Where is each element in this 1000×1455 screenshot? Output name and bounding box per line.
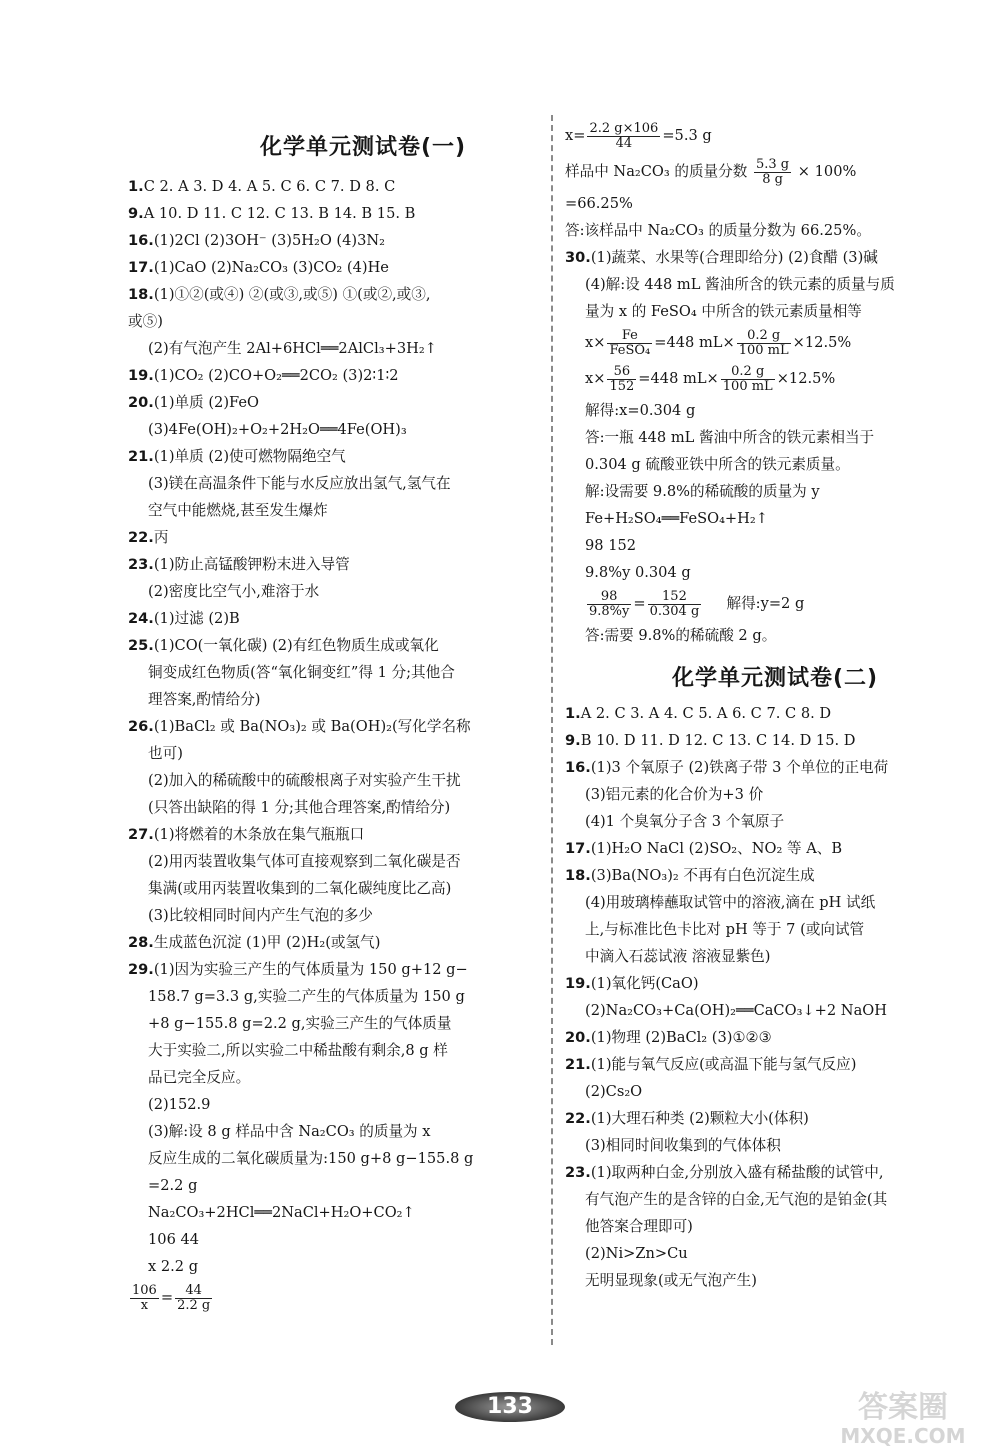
answer-line: 答:需要 9.8%的稀硫酸 2 g。 <box>585 627 777 644</box>
answer-line <box>565 532 985 559</box>
fraction-56-152 <box>607 365 636 394</box>
fraction-98 <box>587 590 631 619</box>
answer-line <box>565 1159 985 1186</box>
frac-num: Fe <box>607 329 652 344</box>
left-fraction-eq: $\frac{106}{x}$ = $\frac{44}{2.2 g}$ <box>132 1282 211 1313</box>
answer-text: (1)2Cl (2)3OH⁻ (3)5H₂O (4)3N₂ <box>153 232 385 249</box>
mass-frac-post: × 100% <box>797 163 857 180</box>
watermark-text-2: MXQE.COM <box>840 1424 966 1448</box>
answer-line <box>128 227 538 254</box>
answer-line <box>565 1078 985 1105</box>
answer-line <box>128 659 538 686</box>
frac-den: x <box>140 1297 149 1313</box>
answer-line <box>128 1172 538 1199</box>
answer-text: (2)密度比空气小,难溶于水 <box>148 583 320 600</box>
answer-text: 或⑤) <box>128 313 163 330</box>
frac-num: 2.2 g×106 <box>589 120 659 136</box>
answer-line <box>565 835 985 862</box>
question-number: 23. <box>565 1164 591 1181</box>
question-number: 21. <box>128 448 154 465</box>
left-answer-lines <box>128 173 538 1280</box>
question-number: 28. <box>128 934 154 951</box>
answer-text: (1)H₂O NaCl (2)SO₂、NO₂ 等 A、B <box>590 840 843 857</box>
eq-pre: x× <box>585 334 606 351</box>
mass-frac-label: 样品中 Na₂CO₃ 的质量分数 <box>565 163 748 180</box>
section-title-1: 化学单元测试卷(一) <box>259 135 467 160</box>
answer-line <box>128 875 538 902</box>
answer-line <box>128 1010 538 1037</box>
frac-den: 152 <box>609 378 635 394</box>
answer-text: (1)CaO (2)Na₂CO₃ (3)CO₂ (4)He <box>153 259 389 276</box>
fraction-152 <box>648 590 702 619</box>
left-column <box>128 120 538 1316</box>
question-number: 25. <box>128 637 154 654</box>
answer-line <box>565 505 985 532</box>
answer-text: (1)过滤 (2)B <box>153 610 240 627</box>
answer-text: 上,与标准比色卡比对 pH 等于 7 (或向试管 <box>585 921 865 938</box>
fraction-106-x <box>130 1284 159 1313</box>
frac-den: 100 mL <box>738 342 789 358</box>
question-number: 20. <box>128 394 154 411</box>
answer-text: 空气中能燃烧,甚至发生爆炸 <box>148 502 328 519</box>
answer-line <box>128 389 538 416</box>
answer-text: (1)物理 (2)BaCl₂ (3)①②③ <box>590 1029 772 1046</box>
answer-line <box>128 821 538 848</box>
answer-text: 集满(或用丙装置收集到的二氧化碳纯度比乙高) <box>148 880 452 897</box>
fraction-conc <box>737 329 791 358</box>
answer-text: (2)Cs₂O <box>585 1083 643 1100</box>
answer-line <box>128 1064 538 1091</box>
answer-line <box>565 451 985 478</box>
fraction-mass <box>754 158 791 187</box>
watermark-text-1: 答案圈 <box>858 1390 948 1425</box>
right-answer-lines-a <box>565 190 985 325</box>
question-number: 30. <box>565 249 591 266</box>
answer-line <box>565 943 985 970</box>
question-number: 16. <box>565 759 591 776</box>
answer-line <box>128 848 538 875</box>
answer-text: (1)3 个氧原子 (2)铁离子带 3 个单位的正电荷 <box>590 759 889 776</box>
answer-line <box>128 524 538 551</box>
answer-text: (1)单质 (2)FeO <box>153 394 259 411</box>
eq-pre: x× <box>585 370 606 387</box>
answer-line <box>128 956 538 983</box>
answer-text: 铜变成红色物质(答“氧化铜变红”得 1 分;其他合 <box>148 664 455 681</box>
question-number: 17. <box>128 259 154 276</box>
fe-equation-1 <box>565 325 985 361</box>
answer-line <box>128 794 538 821</box>
answer-text: 大于实验二,所以实验二中稀盐酸有剩余,8 g 样 <box>148 1042 448 1059</box>
answer-text: (1)CO₂ (2)CO+O₂══2CO₂ (3)2∶1∶2 <box>153 367 399 384</box>
answer-line <box>565 997 985 1024</box>
answer-line <box>565 298 985 325</box>
answer-text: (1)取两种白金,分别放入盛有稀盐酸的试管中, <box>590 1164 884 1181</box>
watermark-graphic <box>818 1385 988 1450</box>
frac-num: 44 <box>175 1284 212 1299</box>
answer-text: (2)加入的稀硫酸中的硫酸根离子对实验产生干扰 <box>148 772 461 789</box>
answer-text: =2.2 g <box>148 1177 198 1194</box>
question-number: 20. <box>565 1029 591 1046</box>
right-answer-lines-c <box>565 700 985 1294</box>
answer-line <box>128 902 538 929</box>
answer-line <box>128 551 538 578</box>
frac-num: 106 <box>132 1282 157 1298</box>
answer-line <box>565 700 985 727</box>
answer-text: (1)CO(一氧化碳) (2)有红色物质生成或氧化 <box>153 637 439 654</box>
answer-line <box>565 1267 985 1294</box>
answer-text: 丙 <box>153 529 169 546</box>
question-number: 24. <box>128 610 154 627</box>
answer-line <box>128 335 538 362</box>
answer-line <box>565 244 985 271</box>
question-number: 17. <box>565 840 591 857</box>
answer-text: 品已完全反应。 <box>148 1069 251 1086</box>
answer-line <box>128 1037 538 1064</box>
answer-text: (3)Ba(NO₃)₂ 不再有白色沉淀生成 <box>590 867 815 884</box>
answer-line <box>565 1051 985 1078</box>
answer-line <box>128 1091 538 1118</box>
answer-line <box>565 190 985 217</box>
answer-line <box>565 1132 985 1159</box>
answer-line <box>128 1145 538 1172</box>
frac-den: 100 mL <box>722 378 773 394</box>
question-number: 27. <box>128 826 154 843</box>
answer-line <box>565 727 985 754</box>
question-number: 19. <box>128 367 154 384</box>
frac-den: 0.304 g <box>649 603 700 619</box>
answer-text: (1)蔬菜、水果等(合理即给分) (2)食醋 (3)碱 <box>590 249 878 266</box>
question-number: 18. <box>565 867 591 884</box>
answer-line <box>128 740 538 767</box>
question-number: 16. <box>128 232 154 249</box>
eq-lhs: x= <box>565 127 586 144</box>
answer-text: (1)BaCl₂ 或 Ba(NO₃)₂ 或 Ba(OH)₂(写化学名称 <box>153 718 471 735</box>
answer-line <box>128 1226 538 1253</box>
answer-line <box>565 781 985 808</box>
answer-line <box>128 1253 538 1280</box>
fraction-conc <box>721 365 775 394</box>
answer-line <box>128 767 538 794</box>
answer-line <box>128 578 538 605</box>
column-divider <box>551 115 553 1345</box>
question-number: 18. <box>128 286 154 303</box>
fraction-44-2.2g <box>175 1284 212 1313</box>
answer-text: 解得:x=0.304 g <box>585 402 696 419</box>
answer-text: (4)用玻璃棒蘸取试管中的溶液,滴在 pH 试纸 <box>585 894 876 911</box>
question-number: 9. <box>128 205 144 222</box>
answer-text: (1)氧化钙(CaO) <box>590 975 699 992</box>
answer-line <box>565 1213 985 1240</box>
question-number: 23. <box>128 556 154 573</box>
answer-text: (1)因为实验三产生的气体质量为 150 g+12 g− <box>153 961 468 978</box>
frac-num: 98 <box>587 590 631 605</box>
answer-line <box>128 281 538 308</box>
answer-text: 答:该样品中 Na₂CO₃ 的质量分数为 66.25%。 <box>565 222 871 239</box>
eq-mid: =448 mL× <box>654 334 735 351</box>
question-number: 19. <box>565 975 591 992</box>
answer-line <box>128 362 538 389</box>
answer-line <box>128 605 538 632</box>
answer-text: 量为 x 的 FeSO₄ 中所含的铁元素质量相等 <box>585 303 862 320</box>
question-number: 1. <box>565 705 581 722</box>
answer-text: =66.25% <box>565 195 633 212</box>
frac-den: 8 g <box>762 171 783 187</box>
question-number: 26. <box>128 718 154 735</box>
answer-line <box>128 497 538 524</box>
answer-text: 0.304 g 硫酸亚铁中所含的铁元素质量。 <box>585 456 850 473</box>
answer-text: (3)4Fe(OH)₂+O₂+2H₂O══4Fe(OH)₃ <box>148 421 407 438</box>
answer-line <box>565 1105 985 1132</box>
eq-post: ×12.5% <box>776 370 836 387</box>
answer-text: Na₂CO₃+2HCl══2NaCl+H₂O+CO₂↑ <box>148 1204 415 1221</box>
fraction-x <box>587 122 660 151</box>
answer-line <box>565 916 985 943</box>
question-number: 9. <box>565 732 581 749</box>
answer-line <box>128 1118 538 1145</box>
answer-text: (2)152.9 <box>148 1096 211 1113</box>
answer-line <box>128 308 538 335</box>
answer-line <box>565 217 985 244</box>
answer-text: (3)解:设 8 g 样品中含 Na₂CO₃ 的质量为 x <box>148 1123 431 1140</box>
answer-text: 答:一瓶 448 mL 酱油中所含的铁元素相当于 <box>585 429 875 446</box>
frac-den: 2.2 g <box>177 1297 211 1313</box>
answer-text: A 10. D 11. C 12. C 13. B 14. B 15. B <box>143 205 416 222</box>
mass-fraction-line <box>565 154 985 190</box>
answer-text: (1)①②(或④) ②(或③,或⑤) ①(或②,或③, <box>153 286 431 303</box>
answer-text: 158.7 g=3.3 g,实验二产生的气体质量为 150 g <box>148 988 465 1005</box>
answer-line <box>128 632 538 659</box>
answer-text: 他答案合理即可) <box>585 1218 693 1235</box>
answer-line <box>565 1186 985 1213</box>
answer-line <box>565 970 985 997</box>
answer-line <box>565 889 985 916</box>
answer-text: +8 g−155.8 g=2.2 g,实验三产生的气体质量 <box>148 1015 452 1032</box>
answer-text: (4)解:设 448 mL 酱油所含的铁元素的质量与质 <box>585 276 895 293</box>
answer-text: 9.8%y 0.304 g <box>585 564 691 581</box>
question-number: 21. <box>565 1056 591 1073</box>
answer-text: (4)1 个臭氧分子含 3 个氧原子 <box>585 813 785 830</box>
answer-line <box>128 200 538 227</box>
answer-text: Fe+H₂SO₄══FeSO₄+H₂↑ <box>585 510 768 527</box>
answer-line <box>128 470 538 497</box>
answer-text: A 2. C 3. A 4. C 5. A 6. C 7. C 8. D <box>580 705 832 722</box>
question-number: 29. <box>128 961 154 978</box>
answer-line <box>565 754 985 781</box>
answer-line <box>565 559 985 586</box>
answer-text: (只答出缺陷的得 1 分;其他合理答案,酌情给分) <box>148 799 451 816</box>
answer-text: 98 152 <box>585 537 637 554</box>
frac-num: 56 <box>607 365 636 380</box>
answer-line <box>565 397 985 424</box>
answer-text: 反应生成的二氧化碳质量为:150 g+8 g−155.8 g <box>148 1150 474 1167</box>
frac-num: 152 <box>648 590 702 605</box>
answer-line <box>128 1199 538 1226</box>
answer-text: (1)单质 (2)使可燃物隔绝空气 <box>153 448 346 465</box>
answer-text: (2)有气泡产生 2Al+6HCl══2AlCl₃+3H₂↑ <box>148 340 437 357</box>
answer-line <box>128 254 538 281</box>
frac-den: 44 <box>615 135 633 151</box>
answer-text: (3)相同时间收集到的气体体积 <box>585 1137 781 1154</box>
answer-text: x 2.2 g <box>148 1258 199 1275</box>
answer-text: 中滴入石蕊试液 溶液显紫色) <box>585 948 771 965</box>
answer-line <box>565 424 985 451</box>
frac-den: 9.8%y <box>589 603 630 619</box>
answer-text: 也可) <box>148 745 183 762</box>
eq-rhs: =5.3 g <box>662 127 712 144</box>
frac-num: 5.3 g <box>755 156 790 172</box>
answer-line <box>565 808 985 835</box>
answer-line <box>128 713 538 740</box>
section-title-2: 化学单元测试卷(二) <box>671 666 879 691</box>
eq-post: ×12.5% <box>792 334 852 351</box>
question-number: 22. <box>565 1110 591 1127</box>
answer-text: (3)镁在高温条件下能与水反应放出氢气,氢气在 <box>148 475 451 492</box>
x-equation <box>565 118 985 154</box>
answer-text: 无明显现象(或无气泡产生) <box>585 1272 757 1289</box>
answer-text: (3)铝元素的化合价为+3 价 <box>585 786 764 803</box>
fe-equation-2 <box>565 361 985 397</box>
watermark-logo <box>818 1385 988 1450</box>
answer-text: (2)Na₂CO₃+Ca(OH)₂══CaCO₃↓+2 NaOH <box>585 1002 887 1019</box>
eq-mid: =448 mL× <box>638 370 719 387</box>
answer-text: (1)能与氧气反应(或高温下能与氢气反应) <box>590 1056 857 1073</box>
right-column <box>565 118 985 1294</box>
answer-text: 生成蓝色沉淀 (1)甲 (2)H₂(或氢气) <box>153 934 381 951</box>
answer-text: 解:设需要 9.8%的稀硫酸的质量为 y <box>585 483 820 500</box>
answer-text: C 2. A 3. D 4. A 5. C 6. C 7. D 8. C <box>143 178 396 195</box>
answer-line <box>565 1024 985 1051</box>
answer-line <box>128 416 538 443</box>
answer-line <box>128 686 538 713</box>
answer-text: (3)比较相同时间内产生气泡的多少 <box>148 907 373 924</box>
y-equation: $\frac{98}{9.8\%y}$ = $\frac{152}{0.304 g}$ 解得:y=2 g <box>589 588 805 619</box>
answer-line <box>128 443 538 470</box>
answer-text: 有气泡产生的是含锌的白金,无气泡的是铂金(其 <box>585 1191 888 1208</box>
answer-text: B 10. D 11. D 12. C 13. C 14. D 15. D <box>580 732 856 749</box>
answer-text: 理答案,酌情给分) <box>148 691 261 708</box>
answer-line <box>128 983 538 1010</box>
answer-text: (2)Ni>Zn>Cu <box>585 1245 688 1262</box>
right-answer-lines-b <box>565 397 985 586</box>
answer-line <box>565 1240 985 1267</box>
answer-line <box>565 478 985 505</box>
answer-text: (1)将燃着的木条放在集气瓶瓶口 <box>153 826 365 843</box>
answer-line <box>565 862 985 889</box>
frac-num: 0.2 g <box>721 365 775 380</box>
answer-line <box>128 929 538 956</box>
frac-num: 0.2 g <box>737 329 791 344</box>
page-number: 133 <box>455 1392 565 1422</box>
fraction-fe <box>607 329 652 358</box>
eq-post: 解得:y=2 g <box>726 595 805 612</box>
answer-line <box>565 271 985 298</box>
answer-text: (1)大理石种类 (2)颗粒大小(体积) <box>590 1110 809 1127</box>
answer-text: 106 44 <box>148 1231 200 1248</box>
question-number: 22. <box>128 529 154 546</box>
answer-text: (1)防止高锰酸钾粉末进入导管 <box>153 556 350 573</box>
answer-line <box>128 173 538 200</box>
question-number: 1. <box>128 178 144 195</box>
answer-text: (2)用丙装置收集气体可直接观察到二氧化碳是否 <box>148 853 461 870</box>
frac-den: FeSO₄ <box>609 342 651 358</box>
